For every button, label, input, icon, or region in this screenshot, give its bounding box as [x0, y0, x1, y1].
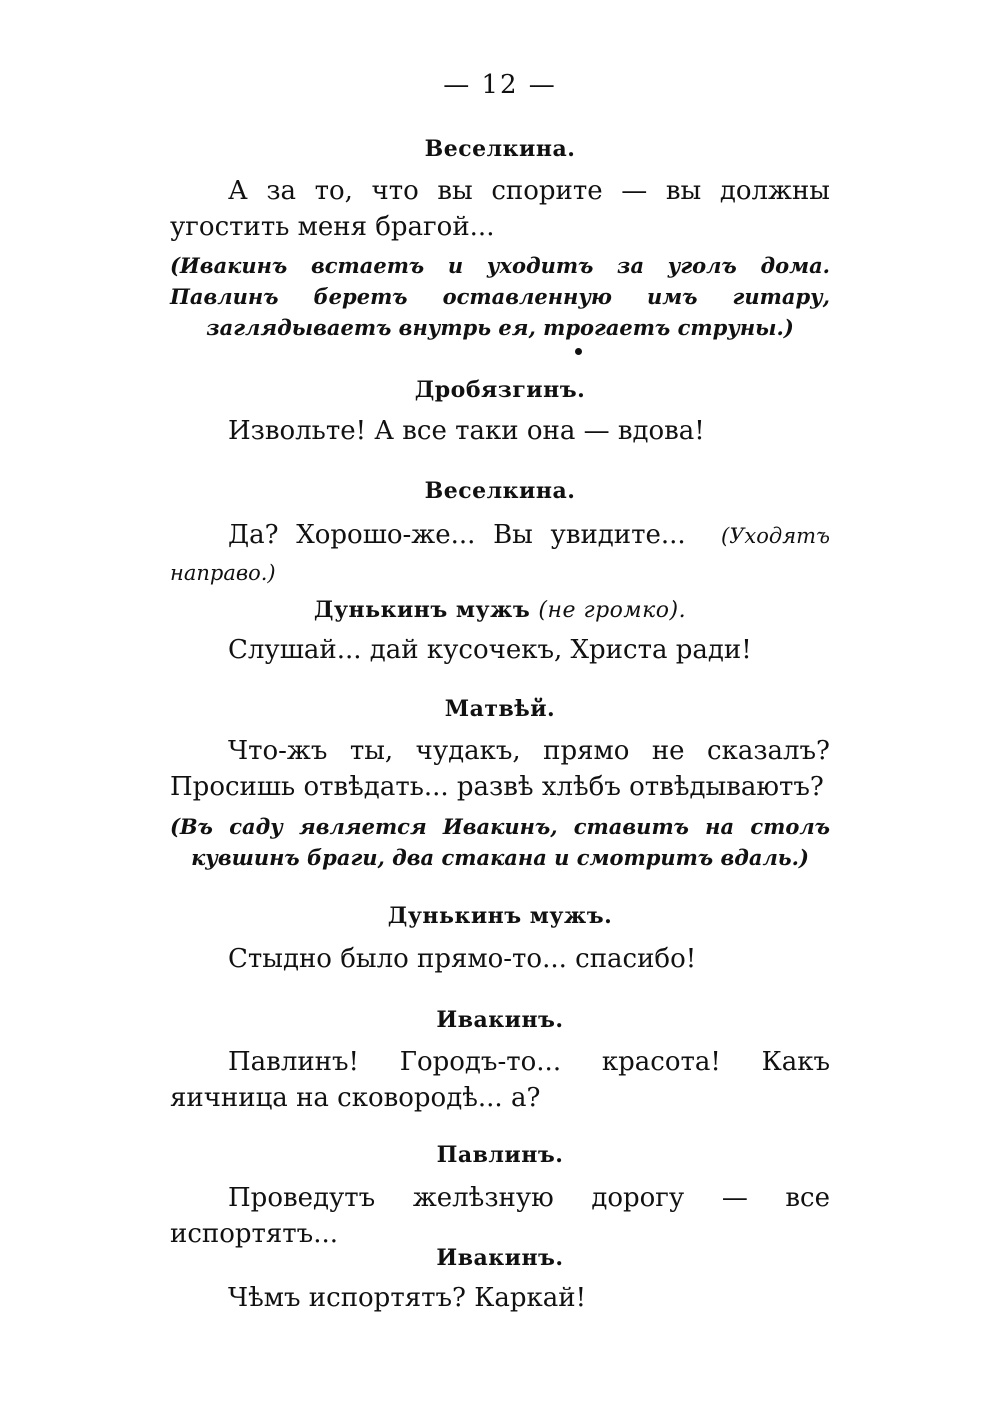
- speech-words: Да? Хорошо-же... Вы увидите...: [228, 520, 686, 550]
- speech-text: Извольте! А все таки она — вдова!: [228, 416, 705, 446]
- speech-text: Стыдно было прямо-то... спасибо!: [228, 944, 697, 974]
- page-number: — 12 —: [443, 70, 557, 100]
- speaker-name: Ивакинъ.: [436, 1007, 564, 1033]
- stage-direction: (Въ саду являетcя Ивакинъ, ставитъ на столъ кувшинъ браги, два стакана и смотритъ вдаль.): [170, 814, 830, 870]
- speaker-name: Веселкина.: [424, 478, 576, 504]
- ink-dot: [575, 348, 582, 355]
- stage-direction: (Ивакинъ встаетъ и уходитъ за уголъ дома. Павлинъ беретъ оставленную имъ гитару, заглядываетъ внутрь ея, трогаетъ струны.): [170, 253, 830, 340]
- inline-stage-direction: (Уходятъ направо.): [170, 524, 831, 585]
- speech-text: Чѣмъ испортятъ? Каркай!: [228, 1283, 587, 1313]
- speaker-note: (не громко).: [538, 598, 687, 623]
- speaker-name: Дунькинъ мужъ.: [387, 903, 613, 929]
- speech-text: Что-жъ ты, чудакъ, прямо не сказалъ? Просишь отвѣдать... развѣ хлѣбъ отвѣдываютъ?: [170, 736, 830, 802]
- speaker-name: Дробязгинъ.: [414, 377, 586, 403]
- speaker-name: Матвѣй.: [444, 696, 556, 722]
- speaker-name: Ивакинъ.: [436, 1245, 564, 1271]
- speaker-line: [170, 597, 830, 623]
- speech-text: Павлинъ! Городъ-то... красота! Какъ яичница на сковородѣ... а?: [170, 1047, 830, 1113]
- speech-text: Проведутъ желѣзную дорогу — все испортятъ...: [170, 1183, 830, 1249]
- speech-text: [170, 517, 830, 591]
- speaker-name: Дунькинъ мужъ: [313, 597, 531, 623]
- speech-text: Слушай... дай кусочекъ, Христа ради!: [228, 635, 752, 665]
- speaker-name: Веселкина.: [424, 136, 576, 162]
- speech-text: А за то, что вы спорите — вы должны угостить меня брагой...: [170, 176, 830, 242]
- speaker-name: Павлинъ.: [436, 1142, 564, 1168]
